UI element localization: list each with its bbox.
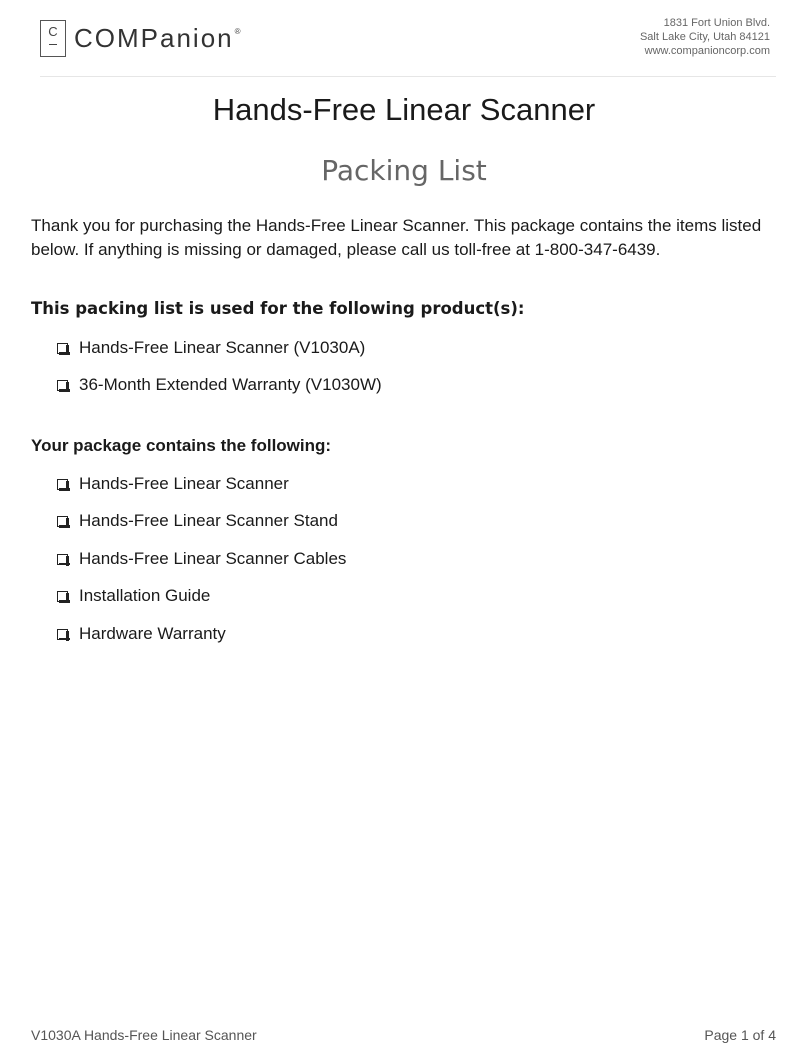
address-street: 1831 Fort Union Blvd. [663, 17, 770, 29]
company-address [640, 16, 770, 58]
content-label: Hands-Free Linear Scanner Cables [79, 548, 347, 568]
list-item [57, 473, 346, 510]
logo-wordmark-text: COMPanion [74, 23, 234, 53]
list-item [57, 548, 346, 585]
contents-list [57, 473, 346, 660]
checkbox-icon [57, 380, 68, 391]
list-item [57, 585, 346, 622]
list-item [57, 510, 346, 547]
content-label: Hardware Warranty [79, 623, 226, 643]
logo-mark [40, 20, 66, 57]
products-list [57, 337, 382, 412]
checkbox-icon [57, 629, 68, 640]
product-label: Hands-Free Linear Scanner (V1030A) [79, 338, 366, 357]
contents-heading: Your package contains the following: [31, 436, 332, 455]
list-item [57, 623, 346, 660]
checkbox-icon [57, 554, 68, 565]
logo-mark-letter: C [48, 23, 58, 39]
checkbox-icon [57, 516, 68, 527]
document-subtitle: Packing List [321, 154, 487, 187]
checkbox-icon [57, 479, 68, 490]
page-header [0, 0, 808, 78]
checkbox-icon [57, 343, 68, 354]
page-number: Page 1 of 4 [704, 1027, 776, 1043]
address-city: Salt Lake City, Utah 84121 [639, 31, 770, 43]
registered-mark: ® [234, 27, 243, 36]
document-title: Hands-Free Linear Scanner [212, 92, 596, 127]
content-label: Hands-Free Linear Scanner Stand [79, 511, 338, 531]
list-item [57, 337, 382, 374]
product-label: 36-Month Extended Warranty (V1030W) [79, 375, 382, 395]
list-item [57, 374, 382, 411]
products-heading: This packing list is used for the following product(s): [31, 299, 525, 318]
intro-paragraph: Thank you for purchasing the Hands-Free Linear Scanner. This package contains the items listed below. If anything is missing or damaged, please call us toll-free at 1-800-347-6439. [31, 216, 762, 259]
companion-logo [40, 18, 243, 58]
logo-mark-bar [49, 44, 57, 46]
header-divider [40, 76, 776, 77]
content-label: Hands-Free Linear Scanner [79, 474, 289, 493]
checkbox-icon [57, 591, 68, 602]
content-label: Installation Guide [79, 586, 211, 606]
logo-wordmark [74, 18, 243, 58]
company-website: www.companioncorp.com [644, 45, 770, 57]
footer-document-name: V1030A Hands-Free Linear Scanner [31, 1027, 257, 1043]
